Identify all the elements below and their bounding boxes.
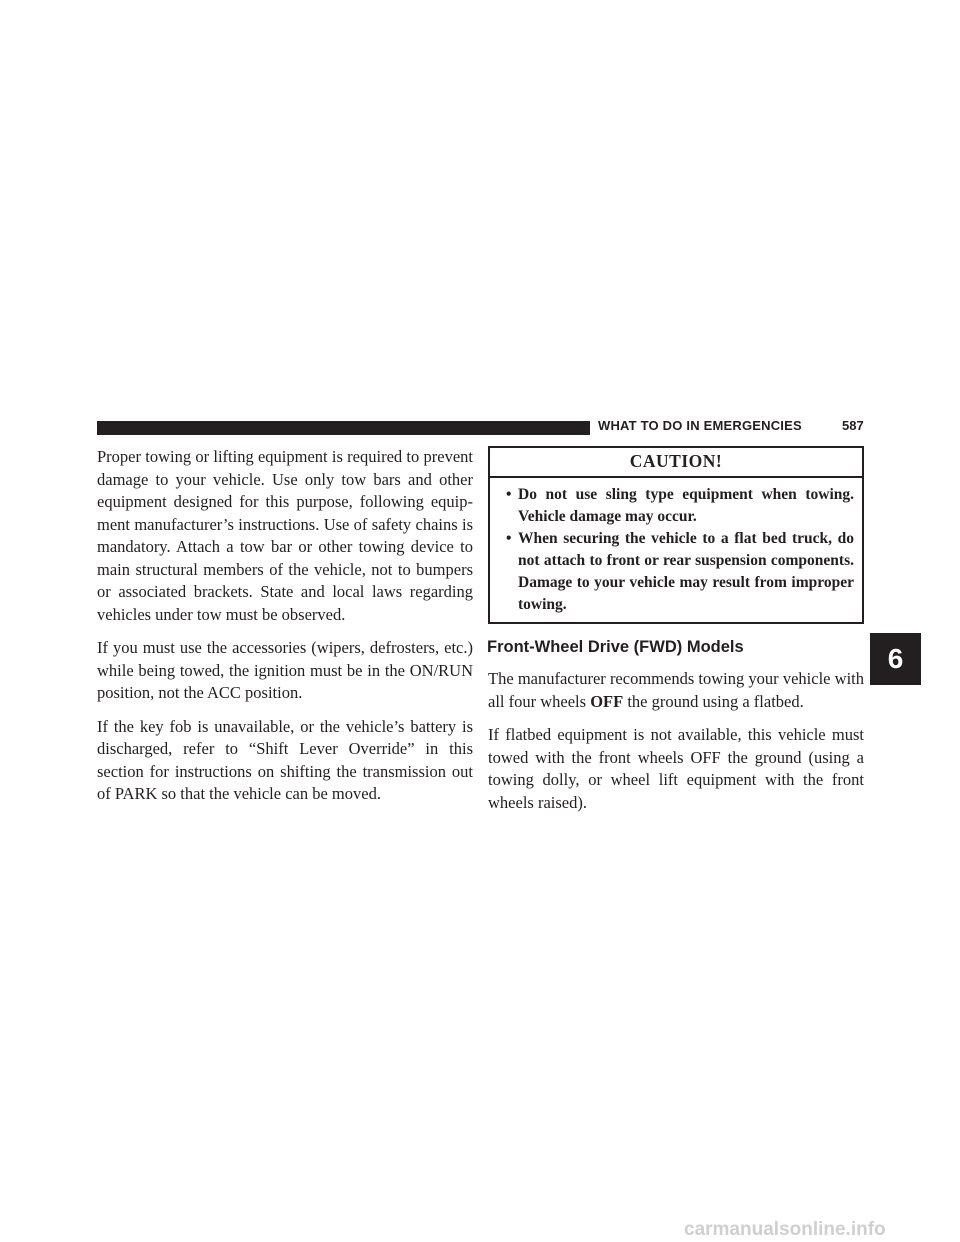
caution-box xyxy=(488,446,864,624)
bullet-icon: • xyxy=(506,529,512,547)
chapter-tab: 6 xyxy=(870,633,921,685)
caution-item xyxy=(506,484,854,528)
section-heading: Front-Wheel Drive (FWD) Models xyxy=(487,637,744,656)
page-number: 587 xyxy=(842,418,864,433)
paragraph-accessories: If you must use the accessories (wipers, defrosters, etc.) while being towed, the ignition must be in the ON/RUN position, not the ACC position. xyxy=(97,638,473,702)
header-rule xyxy=(97,421,590,435)
caution-item-text: Do not use sling type equipment when towing. Vehicle damage may occur. xyxy=(518,485,854,525)
bullet-icon: • xyxy=(506,485,512,503)
running-header-title: WHAT TO DO IN EMERGENCIES xyxy=(598,418,802,433)
paragraph-dolly: If flatbed equipment is not available, this vehicle must towed with the front wheels OFF the ground (using a towing dolly, or wheel lift equipment with the front wheels raised). xyxy=(488,725,864,812)
paragraph-towing-equipment: Proper towing or lifting equipment is required to prevent damage to your vehicle. Use only tow bars and other equipment designed for this purpose, following equip- ment manufacturer’s instructions. Use of safety chains is mandatory. Attach a tow bar or other towing device to main structural members of the vehicle, not to bumpers or associated brackets. State and local laws regarding vehicles under tow must be observed. xyxy=(97,447,473,624)
caution-list xyxy=(490,478,862,622)
right-column xyxy=(488,446,864,825)
left-column xyxy=(97,446,473,817)
caution-item xyxy=(506,528,854,616)
emphasis-off: OFF xyxy=(590,691,624,711)
paragraph-flatbed-text-a: The manufacturer recommends towing your vehicle with all four wheels xyxy=(488,669,864,711)
paragraph-key-fob: If the key fob is unavailable, or the vehicle’s battery is discharged, refer to “Shift Lever Override” in this section for instructions on shifting the transmission out of PARK so that the vehicle can be moved. xyxy=(97,716,473,803)
paragraph-flatbed-text-b: the ground using a flatbed. xyxy=(623,691,804,711)
watermark-text: carmanualsonline.info xyxy=(684,1219,886,1240)
paragraph-flatbed xyxy=(488,668,864,713)
caution-item-text: When securing the vehicle to a flat bed truck, do not attach to front or rear suspension components. Damage to your vehicle may result from improper towing. xyxy=(518,529,854,613)
caution-title: CAUTION! xyxy=(490,448,862,478)
